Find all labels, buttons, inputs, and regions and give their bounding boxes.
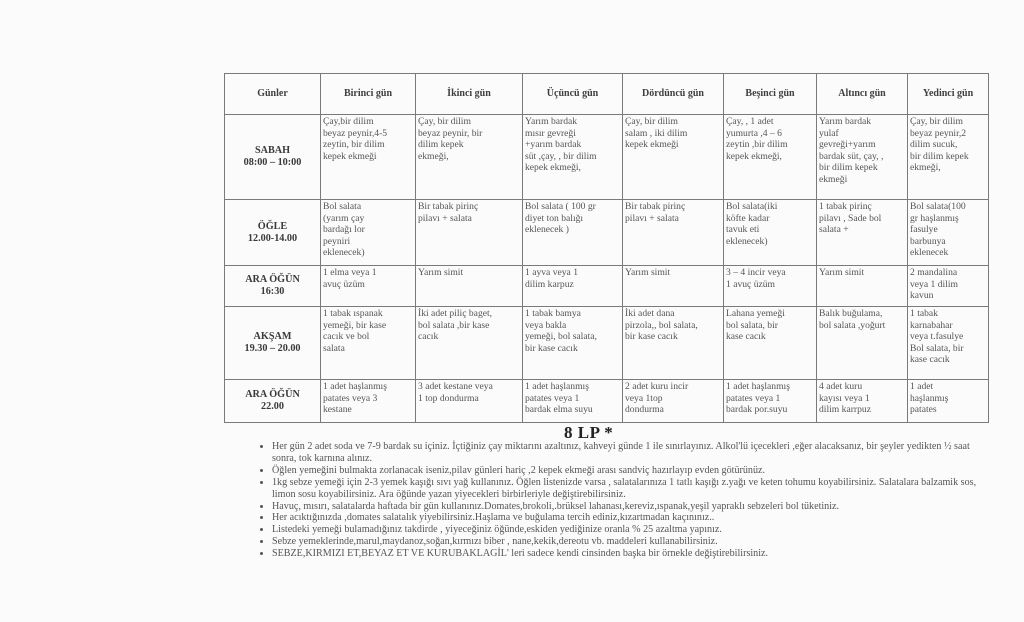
meal-cell: 1 adet haşlanmış patates veya 3 kestane [321, 380, 416, 423]
meal-cell: İki adet dana pirzola,, bol salata, bir kase cacık [623, 307, 724, 380]
table-row [225, 380, 989, 423]
table-row [225, 115, 989, 200]
meal-cell: Balık buğulama, bol salata ,yoğurt [817, 307, 908, 380]
table-header-row [225, 74, 989, 115]
meal-cell: Bol salata(100 gr haşlanmış fasulye barbunya eklenecek [908, 200, 989, 266]
meal-cell: Yarım simit [623, 266, 724, 307]
column-header-day-5: Beşinci gün [724, 74, 817, 115]
meal-cell: 2 mandalina veya 1 dilim kavun [908, 266, 989, 307]
meal-cell: Bir tabak pirinç pilavı + salata [623, 200, 724, 266]
column-header-day-3: Üçüncü gün [523, 74, 623, 115]
note-item: • Her gün 2 adet soda ve 7-9 bardak su içiniz. İçtiğiniz çay miktarını azaltınız, kahveyi günde 1 ile sınırlayınız. Alkol'lü içecekleri ,eğer alacaksanız, bir şeyler yedikten ½ saat sonra, tok karnına alınız. [272, 441, 992, 465]
note-item: • Sebze yemeklerinde,marul,maydanoz,soğan,kırmızı biber , nane,kekik,dereotu vb. maddeleri kullanabilirsiniz. [272, 536, 992, 548]
meal-cell: 1 tabak pirinç pilavı , Sade bol salata + [817, 200, 908, 266]
meal-time-label: AKŞAM 19.30 – 20.00 [225, 307, 321, 380]
meal-cell: 1 adet haşlanmış patates [908, 380, 989, 423]
note-item: • 1kg sebze yemeği için 2-3 yemek kaşığı sıvı yağ kullanınız. Öğlen listenizde varsa , salatalarınıza 1 tatlı kaşığı z.yağı ve keten tohumu koyabilirsiniz. Salatalara balzamik sos, limon sosu koyabilirsiniz. Ara öğünde yazan yiyecekleri birbirleriyle değiştirebilirsiniz. [272, 477, 992, 501]
meal-cell: Bol salata (yarım çay bardağı lor peyniri eklenecek) [321, 200, 416, 266]
meal-cell: 3 adet kestane veya 1 top dondurma [416, 380, 523, 423]
meal-cell: 1 elma veya 1 avuç üzüm [321, 266, 416, 307]
notes-list [256, 441, 992, 560]
note-item: • Listedeki yemeği bulamadığınız takdirde , yiyeceğiniz öğünde,eskiden yediğinize oranla % 25 azaltma yapınız. [272, 524, 992, 536]
meal-cell: 1 ayva veya 1 dilim karpuz [523, 266, 623, 307]
meal-cell: Yarım simit [817, 266, 908, 307]
meal-cell: Bir tabak pirinç pilavı + salata [416, 200, 523, 266]
meal-cell: 1 tabak ıspanak yemeği, bir kase cacık ve bol salata [321, 307, 416, 380]
meal-time-label: ÖĞLE 12.00-14.00 [225, 200, 321, 266]
meal-cell: 1 adet haşlanmış patates veya 1 bardak por.suyu [724, 380, 817, 423]
column-header-day-2: İkinci gün [416, 74, 523, 115]
column-header-day-7: Yedinci gün [908, 74, 989, 115]
meal-time-label: SABAH 08:00 – 10:00 [225, 115, 321, 200]
note-item: • SEBZE,KIRMIZI ET,BEYAZ ET VE KURUBAKLAGİL' leri sadece kendi cinsinden başka bir örnekle değiştirebilirsiniz. [272, 548, 992, 560]
meal-cell: Çay,bir dilim beyaz peynir,4-5 zeytin, bir dilim kepek ekmeği [321, 115, 416, 200]
meal-cell: Bol salata ( 100 gr diyet ton balığı eklenecek ) [523, 200, 623, 266]
meal-cell: 3 – 4 incir veya 1 avuç üzüm [724, 266, 817, 307]
meal-cell: 1 tabak bamya veya bakla yemeği, bol salata, bir kase cacık [523, 307, 623, 380]
column-header-day-6: Altıncı gün [817, 74, 908, 115]
meal-cell: 2 adet kuru incir veya 1top dondurma [623, 380, 724, 423]
meal-cell: Lahana yemeği bol salata, bir kase cacık [724, 307, 817, 380]
meal-cell: Yarım simit [416, 266, 523, 307]
column-header-days: Günler [225, 74, 321, 115]
meal-cell: 1 tabak karnabahar veya t.fasulye Bol salata, bir kase cacık [908, 307, 989, 380]
column-header-day-1: Birinci gün [321, 74, 416, 115]
note-item: • Öğlen yemeğini bulmakta zorlanacak iseniz,pilav günleri hariç ,2 kepek ekmeği arası sandviç hazırlayıp evden götürünüz. [272, 465, 992, 477]
meal-cell: 1 adet haşlanmış patates veya 1 bardak elma suyu [523, 380, 623, 423]
table-body [225, 115, 989, 423]
meal-cell: İki adet piliç baget, bol salata ,bir kase cacık [416, 307, 523, 380]
meal-cell: Bol salata(iki köfte kadar tavuk eti eklenecek) [724, 200, 817, 266]
meal-cell: Çay, bir dilim beyaz peynir,2 dilim sucuk, bir dilim kepek ekmeği, [908, 115, 989, 200]
note-item: • Her acıktığınızda ,domates salatalık yiyebilirsiniz.Haşlama ve buğulama tercih ediniz,kızartmadan kaçınınız.. [272, 512, 992, 524]
column-header-day-4: Dördüncü gün [623, 74, 724, 115]
meal-cell: Çay, bir dilim salam , iki dilim kepek ekmeği [623, 115, 724, 200]
table-row [225, 200, 989, 266]
meal-cell: Yarım bardak mısır gevreği +yarım bardak süt ,çay, , bir dilim kepek ekmeği, [523, 115, 623, 200]
note-item: • Havuç, mısırı, salatalarda haftada bir gün kullanınız.Domates,brokoli,.brüksel lahanası,kereviz,ıspanak,yeşil yapraklı sebzeleri bol tüketiniz. [272, 501, 992, 513]
diet-plan-table [224, 73, 989, 423]
plan-title: 8 LP * [564, 423, 614, 442]
meal-time-label: ARA ÖĞÜN 16:30 [225, 266, 321, 307]
meal-cell: Yarım bardak yulaf gevreği+yarım bardak süt, çay, , bir dilim kepek ekmeği [817, 115, 908, 200]
table-row [225, 266, 989, 307]
meal-cell: Çay, , 1 adet yumurta ,4 – 6 zeytin ,bir dilim kepek ekmeği, [724, 115, 817, 200]
meal-cell: 4 adet kuru kayısı veya 1 dilim karrpuz [817, 380, 908, 423]
meal-cell: Çay, bir dilim beyaz peynir, bir dilim kepek ekmeği, [416, 115, 523, 200]
meal-time-label: ARA ÖĞÜN 22.00 [225, 380, 321, 423]
table-row [225, 307, 989, 380]
